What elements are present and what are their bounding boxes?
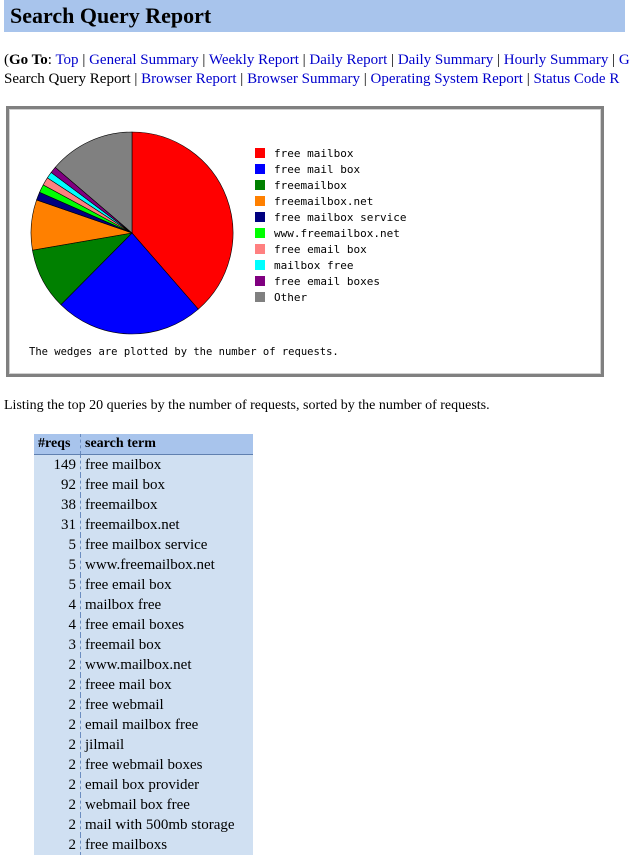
nav-separator: |: [608, 52, 619, 68]
nav-link-weekly-report[interactable]: Weekly Report: [208, 52, 299, 68]
cell-search-term: freemail box: [85, 636, 162, 653]
table-row: [34, 775, 253, 795]
table-row: [34, 795, 253, 815]
cell-search-term: freemailbox: [85, 496, 158, 513]
cell-reqs: 2: [34, 835, 81, 855]
goto-nav: [4, 51, 640, 91]
table-row: [34, 615, 253, 635]
cell-search-term: free webmail: [85, 696, 164, 713]
cell-search-term: email mailbox free: [85, 716, 199, 733]
goto-label: Go To: [9, 52, 48, 68]
cell-reqs: 2: [34, 775, 81, 795]
goto-colon: :: [47, 52, 56, 68]
nav-separator: |: [359, 71, 371, 87]
nav-link-daily-report[interactable]: Daily Report: [309, 52, 388, 68]
cell-reqs: 5: [34, 535, 81, 555]
table-row: [34, 515, 253, 535]
legend-label: www.freemailbox.net: [274, 227, 400, 240]
legend-label: free email boxes: [274, 275, 380, 288]
nav-separator: |: [130, 71, 142, 87]
cell-reqs: 149: [34, 455, 81, 476]
cell-search-term: freemailbox.net: [85, 516, 180, 533]
table-row: [34, 455, 253, 476]
table-row: [34, 475, 253, 495]
legend-label: freemailbox.net: [274, 195, 374, 208]
table-row: [34, 535, 253, 555]
cell-search-term: free mail box: [85, 476, 165, 493]
cell-reqs: 4: [34, 615, 81, 635]
legend-swatch: [255, 260, 265, 270]
pie-chart-frame: [6, 106, 604, 377]
cell-search-term: free email box: [85, 576, 172, 593]
cell-reqs: 2: [34, 755, 81, 775]
cell-reqs: 3: [34, 635, 81, 655]
legend-label: freemailbox: [274, 179, 347, 192]
cell-search-term: mailbox free: [85, 596, 162, 613]
page-title: Search Query Report: [10, 3, 212, 28]
legend-label: Other: [274, 291, 308, 304]
nav-link-hourly-summary[interactable]: Hourly Summary: [503, 52, 609, 68]
goto-nav-line-2: [4, 70, 640, 89]
cell-reqs: 92: [34, 475, 81, 495]
nav-separator: |: [198, 52, 209, 68]
legend-label: free mailbox service: [274, 211, 407, 224]
legend-swatch: [255, 244, 265, 254]
nav-link-browser-summary[interactable]: Browser Summary: [247, 71, 360, 87]
table-row: [34, 635, 253, 655]
nav-link-operating-system-report[interactable]: Operating System Report: [370, 71, 523, 87]
table-header-row: [34, 434, 253, 455]
legend-label: free mail box: [274, 163, 361, 176]
cell-reqs: 38: [34, 495, 81, 515]
listing-description: Listing the top 20 queries by the number of requests, sorted by the number of requests.: [4, 398, 490, 413]
cell-search-term: www.freemailbox.net: [85, 556, 215, 573]
cell-reqs: 2: [34, 815, 81, 835]
title-bar: [4, 0, 625, 32]
table-row: [34, 675, 253, 695]
cell-search-term: mail with 500mb storage: [85, 816, 235, 833]
legend-label: mailbox free: [274, 259, 354, 272]
goto-paren: (: [4, 52, 9, 68]
legend-swatch: [255, 196, 265, 206]
cell-search-term: webmail box free: [85, 796, 190, 813]
nav-separator: |: [522, 71, 534, 87]
legend-label: free mailbox: [274, 147, 354, 160]
cell-reqs: 5: [34, 575, 81, 595]
cell-reqs: 2: [34, 735, 81, 755]
cell-reqs: 2: [34, 675, 81, 695]
nav-separator: |: [298, 52, 310, 68]
header-reqs: #reqs: [34, 434, 81, 455]
legend-swatch: [255, 292, 265, 302]
nav-link-g[interactable]: G: [618, 52, 630, 68]
cell-reqs: 2: [34, 795, 81, 815]
cell-reqs: 2: [34, 715, 81, 735]
nav-link-status-code-r[interactable]: Status Code R: [533, 71, 620, 87]
chart-note: The wedges are plotted by the number of requests.: [29, 346, 339, 358]
cell-search-term: freee mail box: [85, 676, 172, 693]
cell-reqs: 4: [34, 595, 81, 615]
nav-link-daily-summary[interactable]: Daily Summary: [397, 52, 494, 68]
legend-swatch: [255, 276, 265, 286]
cell-search-term: www.mailbox.net: [85, 656, 192, 673]
nav-separator: |: [387, 52, 398, 68]
nav-link-search-query-report: Search Query Report: [4, 71, 131, 87]
table-row: [34, 715, 253, 735]
legend-swatch: [255, 212, 265, 222]
cell-search-term: free mailbox service: [85, 536, 208, 553]
legend-swatch: [255, 228, 265, 238]
legend-swatch: [255, 180, 265, 190]
table-row: [34, 815, 253, 835]
nav-separator: |: [236, 71, 248, 87]
nav-separator: |: [493, 52, 504, 68]
table-row: [34, 595, 253, 615]
cell-reqs: 31: [34, 515, 81, 535]
table-row: [34, 575, 253, 595]
table-row: [34, 495, 253, 515]
cell-reqs: 2: [34, 655, 81, 675]
table-row: [34, 655, 253, 675]
nav-link-general-summary[interactable]: General Summary: [89, 52, 199, 68]
legend-swatch: [255, 164, 265, 174]
table-row: [34, 835, 253, 855]
goto-nav-line-1: [4, 51, 640, 70]
table-row: [34, 735, 253, 755]
legend-swatch: [255, 148, 265, 158]
query-table: [34, 434, 253, 855]
cell-search-term: free mailbox: [85, 456, 162, 473]
cell-search-term: jilmail: [85, 736, 125, 753]
nav-link-browser-report[interactable]: Browser Report: [141, 71, 237, 87]
cell-search-term: free webmail boxes: [85, 756, 203, 773]
nav-separator: |: [78, 52, 90, 68]
cell-search-term: free mailboxs: [85, 836, 168, 853]
cell-search-term: email box provider: [85, 776, 200, 793]
pie-chart: [9, 109, 601, 374]
table-row: [34, 695, 253, 715]
nav-link-top[interactable]: Top: [55, 52, 79, 68]
header-search-term: search term: [81, 434, 254, 455]
cell-search-term: free email boxes: [85, 616, 185, 633]
table-row: [34, 755, 253, 775]
legend-label: free email box: [274, 243, 367, 256]
cell-reqs: 2: [34, 695, 81, 715]
table-row: [34, 555, 253, 575]
cell-reqs: 5: [34, 555, 81, 575]
